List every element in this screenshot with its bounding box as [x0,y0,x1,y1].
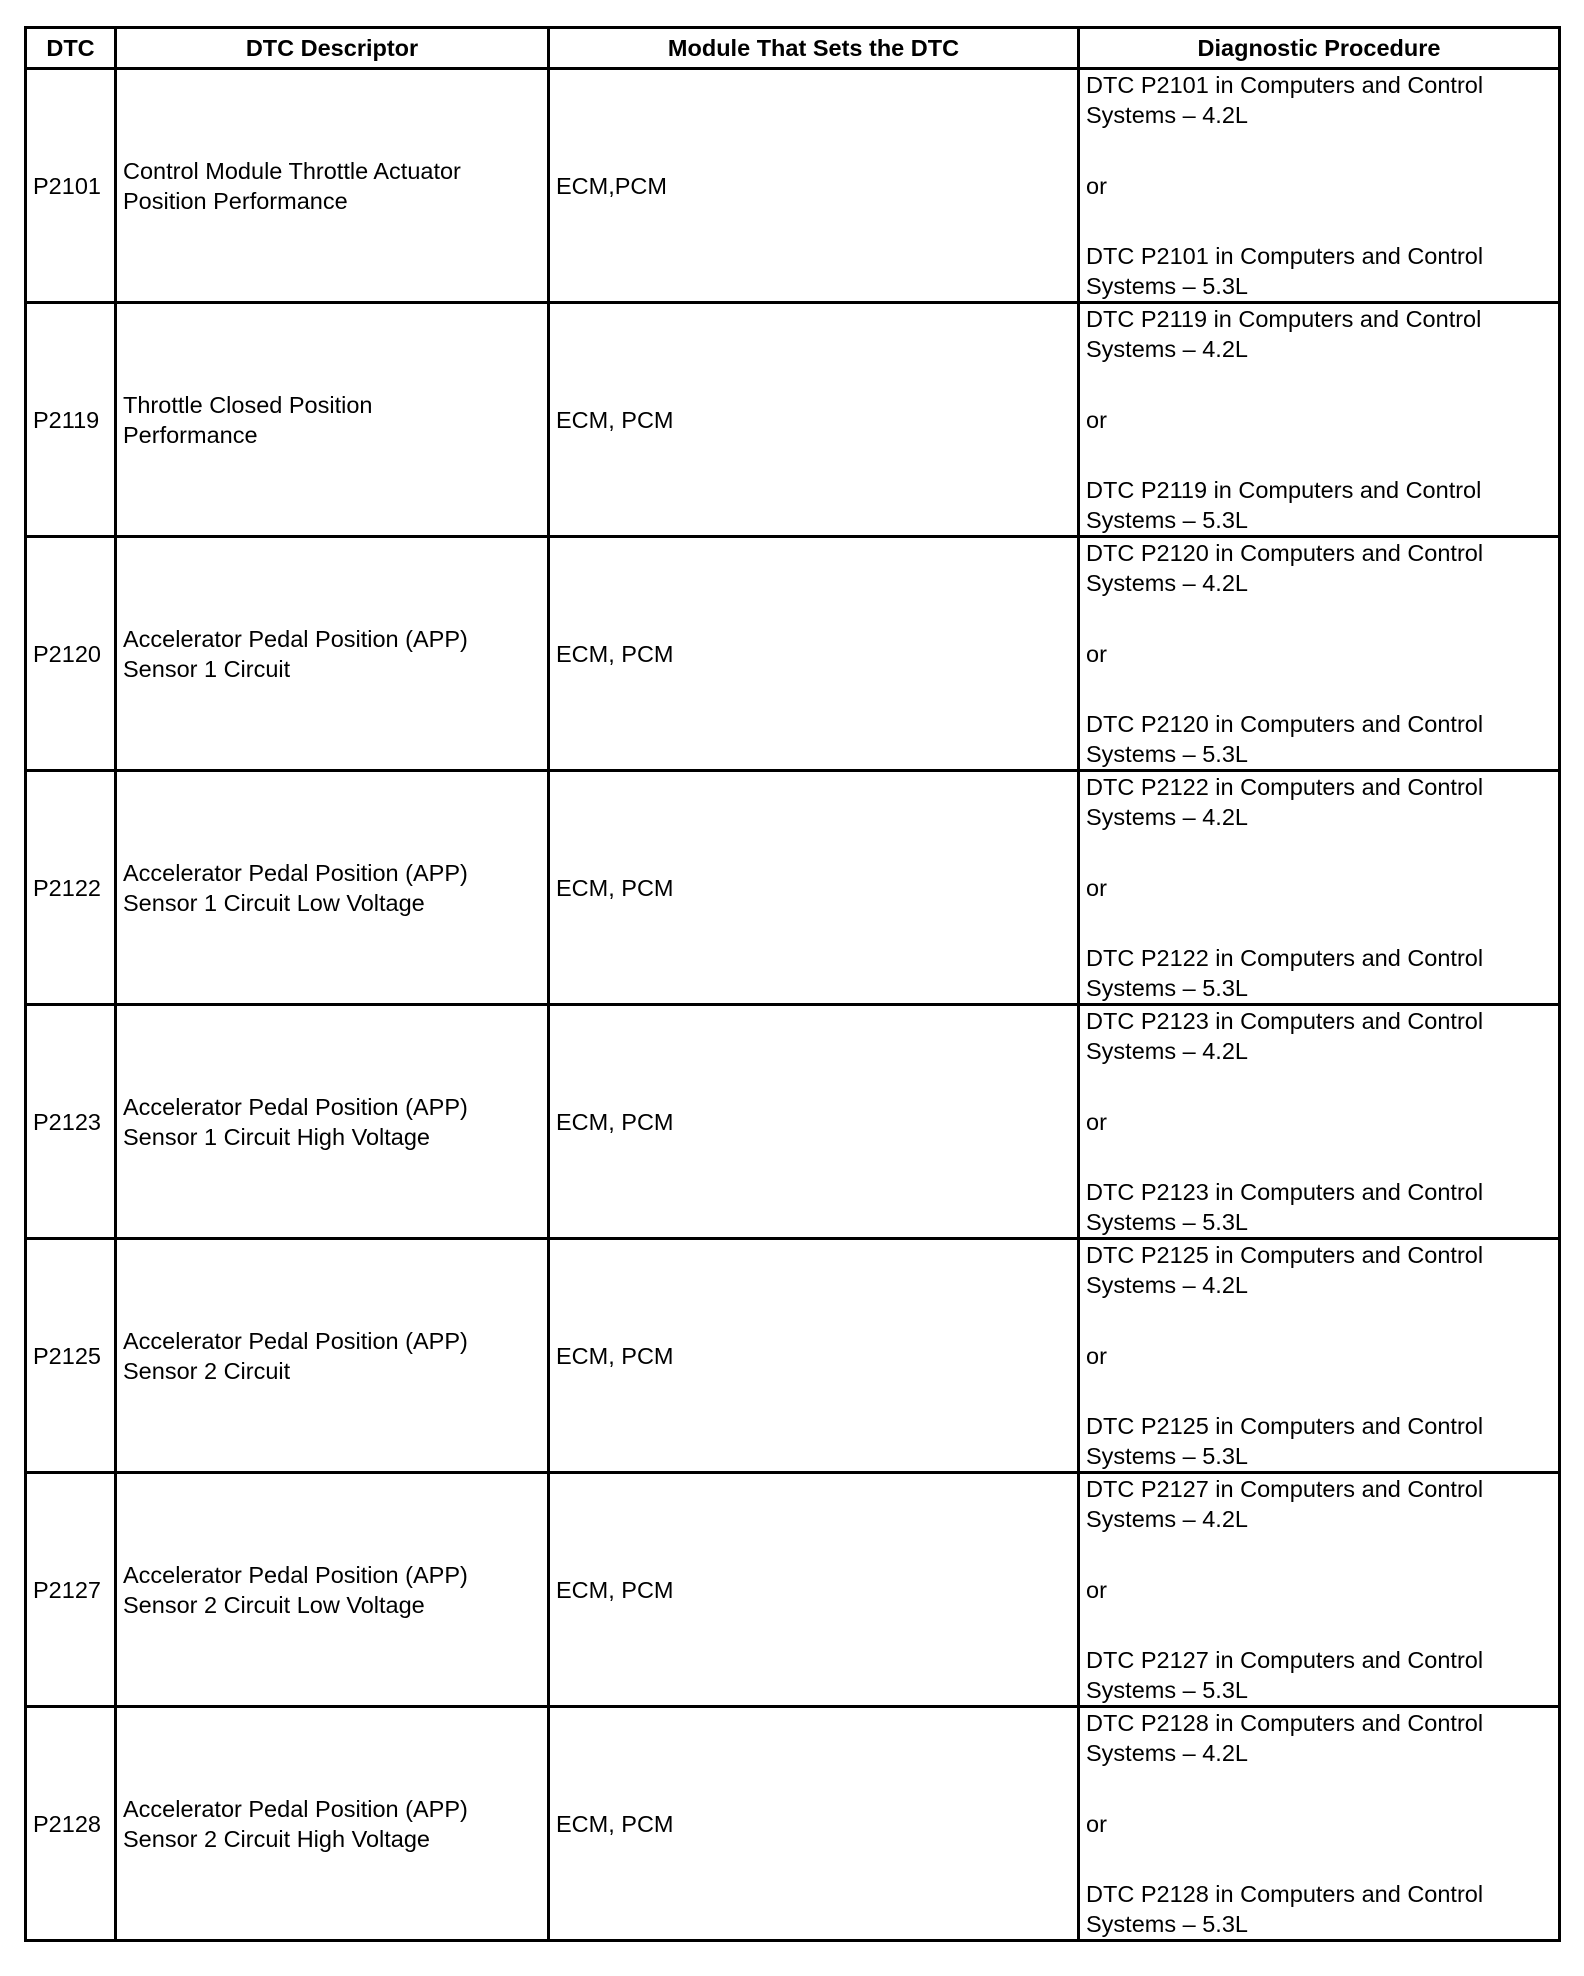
table-body [26,69,1560,1941]
descriptor-line: Performance [123,421,258,448]
diagnostic-procedure [1079,303,1560,537]
module-setting-dtc: ECM, PCM [549,537,1079,771]
table-row [26,69,1560,303]
procedure-line: or [1086,874,1107,901]
module-setting-dtc: ECM, PCM [549,1473,1079,1707]
procedure-or [1086,1809,1552,1839]
procedure-line: DTC P2123 in Computers and Control [1086,1179,1484,1205]
procedure-line: Systems – 5.3L [1086,975,1248,1001]
procedure-line: Systems – 5.3L [1086,273,1248,299]
procedure-line: DTC P2125 in Computers and Control [1086,1242,1484,1268]
module-setting-dtc: ECM, PCM [549,303,1079,537]
dtc-table [24,26,1561,1942]
diagnostic-procedure [1079,69,1560,303]
dtc-code: P2123 [26,1005,116,1239]
descriptor-line: Accelerator Pedal Position (APP) [123,625,468,652]
procedure-block [1086,1006,1552,1237]
procedure-link [1086,1177,1552,1237]
descriptor-line: Accelerator Pedal Position (APP) [123,1561,468,1588]
procedure-link [1086,772,1552,832]
descriptor-line: Accelerator Pedal Position (APP) [123,859,468,886]
dtc-descriptor [116,537,549,771]
procedure-line: DTC P2125 in Computers and Control [1086,1413,1484,1439]
procedure-link [1086,943,1552,1003]
descriptor-line: Control Module Throttle Actuator [123,157,461,184]
procedure-or [1086,1341,1552,1371]
procedure-line: Systems – 4.2L [1086,1038,1248,1064]
procedure-line: DTC P2119 in Computers and Control [1086,306,1482,332]
procedure-block [1086,1240,1552,1471]
procedure-link [1086,538,1552,598]
procedure-line: DTC P2101 in Computers and Control [1086,243,1484,269]
procedure-link [1086,241,1552,301]
procedure-line: DTC P2127 in Computers and Control [1086,1476,1484,1502]
dtc-descriptor [116,69,549,303]
descriptor-line: Accelerator Pedal Position (APP) [123,1795,468,1822]
procedure-or [1086,873,1552,903]
table-row [26,537,1560,771]
procedure-line: Systems – 5.3L [1086,1443,1248,1469]
dtc-code: P2125 [26,1239,116,1473]
dtc-descriptor [116,1239,549,1473]
procedure-link [1086,70,1552,130]
descriptor-line: Sensor 1 Circuit [123,655,291,682]
module-setting-dtc: ECM,PCM [549,69,1079,303]
dtc-code: P2120 [26,537,116,771]
procedure-link [1086,1708,1552,1768]
diagnostic-procedure [1079,1473,1560,1707]
procedure-block [1086,70,1552,301]
procedure-or [1086,171,1552,201]
descriptor-line: Throttle Closed Position [123,391,373,418]
dtc-code: P2127 [26,1473,116,1707]
diagnostic-procedure [1079,771,1560,1005]
procedure-line: DTC P2128 in Computers and Control [1086,1710,1484,1736]
procedure-line: DTC P2122 in Computers and Control [1086,774,1484,800]
procedure-line: or [1086,1108,1107,1135]
descriptor-line: Sensor 2 Circuit Low Voltage [123,1591,425,1618]
descriptor-line: Sensor 2 Circuit High Voltage [123,1825,430,1852]
module-setting-dtc: ECM, PCM [549,1005,1079,1239]
procedure-link [1086,1411,1552,1471]
diagnostic-procedure [1079,1005,1560,1239]
module-setting-dtc: ECM, PCM [549,1239,1079,1473]
procedure-link [1086,709,1552,769]
descriptor-line: Sensor 2 Circuit [123,1357,291,1384]
procedure-block [1086,304,1552,535]
descriptor-line: Sensor 1 Circuit Low Voltage [123,889,425,916]
table-row [26,1005,1560,1239]
procedure-line: DTC P2120 in Computers and Control [1086,540,1484,566]
dtc-code: P2122 [26,771,116,1005]
header-dtc-descriptor: DTC Descriptor [116,28,549,69]
procedure-link [1086,1879,1552,1939]
descriptor-line: Position Performance [123,187,348,214]
header-dtc: DTC [26,28,116,69]
procedure-link [1086,475,1552,535]
module-setting-dtc: ECM, PCM [549,1707,1079,1941]
descriptor-line: Sensor 1 Circuit High Voltage [123,1123,430,1150]
procedure-line: Systems – 5.3L [1086,1911,1248,1937]
procedure-line: Systems – 4.2L [1086,804,1248,830]
procedure-block [1086,772,1552,1003]
procedure-line: DTC P2128 in Computers and Control [1086,1881,1484,1907]
procedure-block [1086,1474,1552,1705]
procedure-line: DTC P2119 in Computers and Control [1086,477,1482,503]
descriptor-line: Accelerator Pedal Position (APP) [123,1327,468,1354]
procedure-line: DTC P2123 in Computers and Control [1086,1008,1484,1034]
procedure-or [1086,405,1552,435]
dtc-code: P2128 [26,1707,116,1941]
procedure-line: Systems – 5.3L [1086,507,1248,533]
procedure-link [1086,1645,1552,1705]
table-header-row [26,28,1560,69]
procedure-line: or [1086,1810,1107,1837]
procedure-line: Systems – 4.2L [1086,1506,1248,1532]
dtc-descriptor [116,1707,549,1941]
diagnostic-procedure [1079,1707,1560,1941]
procedure-line: Systems – 5.3L [1086,1677,1248,1703]
table-row [26,771,1560,1005]
procedure-or [1086,639,1552,669]
procedure-line: or [1086,640,1107,667]
table-row [26,1473,1560,1707]
procedure-line: DTC P2120 in Computers and Control [1086,711,1484,737]
procedure-link [1086,1006,1552,1066]
procedure-line: Systems – 5.3L [1086,1209,1248,1235]
procedure-line: DTC P2101 in Computers and Control [1086,72,1484,98]
procedure-line: Systems – 5.3L [1086,741,1248,767]
descriptor-line: Accelerator Pedal Position (APP) [123,1093,468,1120]
procedure-link [1086,1240,1552,1300]
module-setting-dtc: ECM, PCM [549,771,1079,1005]
procedure-line: or [1086,1342,1107,1369]
dtc-descriptor [116,303,549,537]
dtc-descriptor [116,771,549,1005]
procedure-line: Systems – 4.2L [1086,1272,1248,1298]
header-module: Module That Sets the DTC [549,28,1079,69]
procedure-line: Systems – 4.2L [1086,102,1248,128]
procedure-link [1086,304,1552,364]
procedure-line: or [1086,406,1107,433]
procedure-line: Systems – 4.2L [1086,336,1248,362]
procedure-or [1086,1575,1552,1605]
procedure-line: DTC P2127 in Computers and Control [1086,1647,1484,1673]
dtc-code: P2119 [26,303,116,537]
procedure-block [1086,538,1552,769]
diagnostic-procedure [1079,1239,1560,1473]
table-row [26,1239,1560,1473]
header-diagnostic-procedure: Diagnostic Procedure [1079,28,1560,69]
dtc-descriptor [116,1473,549,1707]
table-row [26,303,1560,537]
procedure-link [1086,1474,1552,1534]
procedure-line: or [1086,1576,1107,1603]
table-row [26,1707,1560,1941]
diagnostic-procedure [1079,537,1560,771]
procedure-or [1086,1107,1552,1137]
procedure-block [1086,1708,1552,1939]
procedure-line: DTC P2122 in Computers and Control [1086,945,1484,971]
dtc-descriptor [116,1005,549,1239]
procedure-line: Systems – 4.2L [1086,1740,1248,1766]
dtc-code: P2101 [26,69,116,303]
procedure-line: or [1086,172,1107,199]
procedure-line: Systems – 4.2L [1086,570,1248,596]
